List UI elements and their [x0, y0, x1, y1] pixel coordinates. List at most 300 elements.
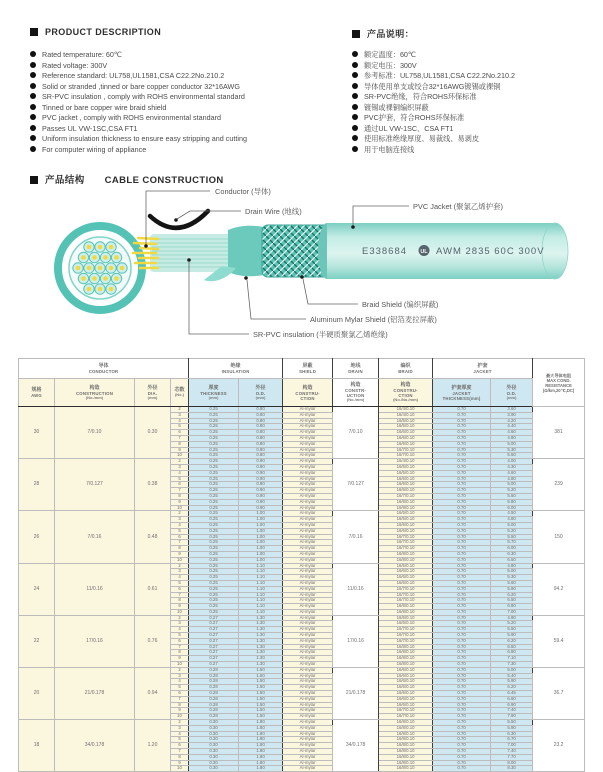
cell-shield: Al-mylar — [283, 714, 333, 720]
cell-shield: Al-mylar — [283, 708, 333, 714]
list-item-text: For computer wiring of appliance — [42, 144, 147, 154]
cell-ins_od: 1.50 — [239, 702, 283, 708]
cell-braid: 16/6/0.10 — [379, 691, 433, 697]
conductor-dot — [114, 255, 119, 260]
sub-header: 规格 AWG — [19, 379, 55, 407]
cell-cores: 9 — [171, 656, 189, 662]
cell-shield: Al-mylar — [283, 604, 333, 610]
cell-ins_t: 0.25 — [189, 522, 239, 528]
cell-braid: 16/4/0.10 — [379, 459, 433, 465]
cell-ins_t: 0.27 — [189, 633, 239, 639]
cell-ins_t: 0.28 — [189, 696, 239, 702]
cell-jk_od: 6.00 — [491, 546, 533, 552]
list-item — [352, 145, 597, 156]
group-header: 屏蔽 SHIELD — [283, 359, 333, 379]
resistance-header: 最大导体电阻 MAX COND. RESISTANCE (Ω/km,20℃,DC) — [533, 359, 585, 407]
cell-shield: Al-mylar — [283, 754, 333, 760]
cell-braid: 16/7/0.10 — [379, 638, 433, 644]
cell-jk_t: 0.70 — [433, 702, 491, 708]
cell-ins_od: 1.10 — [239, 598, 283, 604]
cell-ins_od: 1.80 — [239, 766, 283, 772]
conductor-dot — [87, 287, 92, 292]
cell-shield: Al-mylar — [283, 760, 333, 766]
cell-shield: Al-mylar — [283, 517, 333, 523]
bullet-icon — [352, 114, 358, 120]
cell-cores: 10 — [171, 505, 189, 511]
cell-ins_t: 0.25 — [189, 575, 239, 581]
cell-construction: 7/0.10 — [55, 407, 135, 459]
list-item — [30, 50, 330, 61]
cell-ins_t: 0.28 — [189, 714, 239, 720]
cell-ins_od: 1.80 — [239, 760, 283, 766]
cell-jk_od: 6.80 — [491, 650, 533, 656]
cell-ins_od: 1.50 — [239, 667, 283, 673]
list-item-text: PVC jacket , comply with ROHS environmental standard — [42, 113, 221, 123]
cell-ins_t: 0.28 — [189, 673, 239, 679]
cell-braid: 16/6/0.10 — [379, 673, 433, 679]
cell-cores: 5 — [171, 685, 189, 691]
cell-ins_t: 0.27 — [189, 650, 239, 656]
cell-ins_od: 1.10 — [239, 604, 283, 610]
cell-shield: Al-mylar — [283, 447, 333, 453]
cell-shield: Al-mylar — [283, 609, 333, 615]
cell-braid: 16/6/0.10 — [379, 522, 433, 528]
cell-ins_od: 1.10 — [239, 609, 283, 615]
cell-cores: 2 — [171, 720, 189, 726]
cell-shield: Al-mylar — [283, 453, 333, 459]
cell-braid: 16/7/0.10 — [379, 453, 433, 459]
cell-jk_t: 0.70 — [433, 540, 491, 546]
list-item-text: 用于电脑连接线 — [364, 144, 415, 154]
cell-shield: Al-mylar — [283, 546, 333, 552]
cell-braid: 16/8/0.10 — [379, 644, 433, 650]
cell-ins_od: 0.90 — [239, 488, 283, 494]
cell-jk_t: 0.70 — [433, 650, 491, 656]
cell-braid: 16/7/0.10 — [379, 714, 433, 720]
cell-braid: 16/8/0.10 — [379, 720, 433, 726]
cell-cores: 7 — [171, 749, 189, 755]
cell-cores: 9 — [171, 499, 189, 505]
cell-ins_od: 1.10 — [239, 580, 283, 586]
cell-ins_t: 0.25 — [189, 499, 239, 505]
cell-ins_od: 1.50 — [239, 679, 283, 685]
cell-shield: Al-mylar — [283, 737, 333, 743]
cell-braid: 16/7/0.10 — [379, 627, 433, 633]
cell-jk_od: 8.00 — [491, 760, 533, 766]
cell-jk_t: 0.70 — [433, 604, 491, 610]
list-item-text: 通过UL VW-1SC、CSA FT1 — [364, 123, 454, 133]
cell-cores: 5 — [171, 737, 189, 743]
cell-shield: Al-mylar — [283, 407, 333, 413]
cell-ins_t: 0.30 — [189, 766, 239, 772]
cell-ins_od: 1.00 — [239, 522, 283, 528]
cell-cores: 4 — [171, 418, 189, 424]
cell-cores: 6 — [171, 482, 189, 488]
cell-awg: 30 — [19, 407, 55, 459]
cell-cores: 7 — [171, 488, 189, 494]
cell-jk_t: 0.70 — [433, 505, 491, 511]
cell-braid: 16/7/0.10 — [379, 493, 433, 499]
construction-title-cn: 产品结构 — [45, 175, 85, 186]
cell-braid: 16/7/0.10 — [379, 586, 433, 592]
cell-ins_od: 1.80 — [239, 749, 283, 755]
cell-ins_od: 1.00 — [239, 551, 283, 557]
mylar-label: Aluminum Mylar Shield (铝箔麦拉屏蔽) — [310, 315, 437, 324]
cell-ins_t: 0.30 — [189, 760, 239, 766]
bullet-icon — [352, 62, 358, 68]
cell-jk_od: 6.50 — [491, 598, 533, 604]
cell-cores: 10 — [171, 766, 189, 772]
conductor-dot — [103, 276, 108, 281]
cell-shield: Al-mylar — [283, 499, 333, 505]
cell-jk_od: 5.70 — [491, 540, 533, 546]
bullet-icon — [30, 146, 36, 152]
cell-jk_od: 6.20 — [491, 685, 533, 691]
cell-braid: 16/8/0.10 — [379, 749, 433, 755]
cell-cores: 5 — [171, 528, 189, 534]
cell-braid: 16/4/0.10 — [379, 407, 433, 413]
cell-ins_od: 1.30 — [239, 638, 283, 644]
cell-jk_od: 7.00 — [491, 609, 533, 615]
cell-jk_od: 3.90 — [491, 412, 533, 418]
list-item — [352, 50, 597, 61]
cell-braid: 16/8/0.10 — [379, 766, 433, 772]
cell-cores: 4 — [171, 522, 189, 528]
cell-braid: 16/8/0.10 — [379, 731, 433, 737]
cell-braid: 16/7/0.10 — [379, 540, 433, 546]
cell-braid: 16/8/0.10 — [379, 754, 433, 760]
conductor-dot — [87, 266, 92, 271]
cell-jk_t: 0.70 — [433, 714, 491, 720]
cell-cores: 10 — [171, 714, 189, 720]
cell-ins_od: 1.50 — [239, 714, 283, 720]
cell-shield: Al-mylar — [283, 522, 333, 528]
list-item — [30, 145, 330, 156]
cell-jk_od: 4.00 — [491, 459, 533, 465]
cell-jk_od: 6.30 — [491, 551, 533, 557]
cell-cores: 8 — [171, 546, 189, 552]
cell-braid: 16/5/0.10 — [379, 563, 433, 569]
cell-ins_t: 0.25 — [189, 482, 239, 488]
sub-header: 护套厚度 JACKET THICKNESS(mm) — [433, 379, 491, 407]
cell-shield: Al-mylar — [283, 673, 333, 679]
cell-braid: 16/6/0.10 — [379, 488, 433, 494]
cell-resistance: 239 — [533, 459, 585, 511]
list-item — [352, 124, 597, 135]
cell-cores: 9 — [171, 604, 189, 610]
conductor-dot — [92, 255, 97, 260]
cell-cores: 3 — [171, 673, 189, 679]
cell-jk_t: 0.70 — [433, 691, 491, 697]
cell-ins_od: 1.30 — [239, 650, 283, 656]
cell-jk_t: 0.70 — [433, 609, 491, 615]
cell-ins_t: 0.25 — [189, 598, 239, 604]
cell-ins_t: 0.27 — [189, 615, 239, 621]
list-item-text: SR-PVC insulation , comply with ROHS environmental standard — [42, 92, 245, 102]
cell-cores: 2 — [171, 563, 189, 569]
jacket-label: PVC Jacket (聚氯乙烯护套) — [413, 202, 503, 211]
cell-construction: 21/0.178 — [55, 667, 135, 719]
cell-braid: 16/6/0.10 — [379, 667, 433, 673]
insulation-label: SR-PVC insulation (半硬质聚氯乙烯绝缘) — [253, 330, 388, 339]
section-square-icon — [30, 28, 38, 36]
cell-shield: Al-mylar — [283, 493, 333, 499]
cell-ins_od: 1.10 — [239, 592, 283, 598]
list-item — [30, 124, 330, 135]
cell-jk_od: 4.40 — [491, 424, 533, 430]
cell-ins_t: 0.25 — [189, 407, 239, 413]
cell-cores: 7 — [171, 540, 189, 546]
conductor-dot — [98, 245, 103, 250]
cell-jk_od: 7.40 — [491, 708, 533, 714]
list-item-text: 参考标准：UL758,UL1581,CSA C22.2No.210.2 — [364, 71, 516, 81]
cell-cores: 5 — [171, 580, 189, 586]
cell-braid: 16/7/0.10 — [379, 598, 433, 604]
jacket-print — [362, 245, 545, 257]
cell-braid: 16/6/0.10 — [379, 435, 433, 441]
cell-awg: 20 — [19, 667, 55, 719]
cell-ins_t: 0.25 — [189, 412, 239, 418]
cell-jk_od: 5.90 — [491, 633, 533, 639]
cell-ins_od: 1.00 — [239, 546, 283, 552]
cell-cores: 9 — [171, 760, 189, 766]
cell-jk_od: 4.60 — [491, 430, 533, 436]
cell-jk_t: 0.70 — [433, 644, 491, 650]
cell-ins_od: 1.00 — [239, 528, 283, 534]
cell-braid: 16/4/0.10 — [379, 412, 433, 418]
cell-ins_t: 0.25 — [189, 447, 239, 453]
cell-construction: 7/0.127 — [55, 459, 135, 511]
cell-jk_t: 0.70 — [433, 656, 491, 662]
cell-ins_t: 0.25 — [189, 604, 239, 610]
list-item — [352, 71, 597, 82]
cell-braid: 16/6/0.10 — [379, 441, 433, 447]
cell-braid: 16/8/0.10 — [379, 499, 433, 505]
cell-ins_od: 0.90 — [239, 470, 283, 476]
cell-ins_t: 0.27 — [189, 627, 239, 633]
cell-braid: 16/6/0.10 — [379, 696, 433, 702]
cell-jk_od: 4.20 — [491, 418, 533, 424]
conductor-dot — [81, 276, 86, 281]
cell-shield: Al-mylar — [283, 540, 333, 546]
cell-braid: 16/8/0.10 — [379, 650, 433, 656]
cell-cores: 8 — [171, 754, 189, 760]
cell-cores: 4 — [171, 627, 189, 633]
cell-ins_t: 0.28 — [189, 691, 239, 697]
cell-jk_t: 0.70 — [433, 476, 491, 482]
cell-braid: 16/7/0.10 — [379, 592, 433, 598]
cell-jk_od: 6.30 — [491, 731, 533, 737]
sub-header: 外径 O.D. (mm) — [239, 379, 283, 407]
cell-braid: 16/8/0.10 — [379, 656, 433, 662]
cell-jk_t: 0.70 — [433, 598, 491, 604]
cell-ins_od: 1.10 — [239, 575, 283, 581]
ul-mark-icon — [419, 245, 430, 256]
cell-jk_t: 0.70 — [433, 453, 491, 459]
cell-ins_t: 0.25 — [189, 517, 239, 523]
conductor-dot — [109, 245, 114, 250]
cell-ins_od: 1.50 — [239, 673, 283, 679]
cell-ins_t: 0.25 — [189, 476, 239, 482]
section-square-icon — [352, 30, 360, 38]
bullet-icon — [352, 146, 358, 152]
group-header: 护套 JACKET — [433, 359, 533, 379]
cell-jk_t: 0.70 — [433, 725, 491, 731]
cell-jk_t: 0.70 — [433, 522, 491, 528]
sub-header: 外径 O.D. (mm) — [491, 379, 533, 407]
cell-cores: 4 — [171, 679, 189, 685]
cell-awg: 22 — [19, 615, 55, 667]
cell-jk_od: 6.20 — [491, 638, 533, 644]
cell-ins_t: 0.25 — [189, 493, 239, 499]
cell-ins_od: 1.50 — [239, 696, 283, 702]
cell-jk_od: 5.00 — [491, 482, 533, 488]
conductor-dot — [81, 255, 86, 260]
product-cn-list — [352, 50, 597, 155]
cell-shield: Al-mylar — [283, 430, 333, 436]
cell-jk_t: 0.70 — [433, 424, 491, 430]
cell-jk_t: 0.70 — [433, 679, 491, 685]
cell-ins_t: 0.25 — [189, 557, 239, 563]
cell-shield: Al-mylar — [283, 667, 333, 673]
cell-braid: 16/5/0.10 — [379, 418, 433, 424]
group-header: 导体 CONDUCTOR — [19, 359, 189, 379]
cell-shield: Al-mylar — [283, 598, 333, 604]
bullet-icon — [30, 93, 36, 99]
cell-shield: Al-mylar — [283, 696, 333, 702]
cell-braid: 16/6/0.10 — [379, 621, 433, 627]
cell-jk_od: 7.40 — [491, 749, 533, 755]
cell-jk_t: 0.70 — [433, 754, 491, 760]
bullet-icon — [30, 62, 36, 68]
cell-shield: Al-mylar — [283, 644, 333, 650]
cell-ins_od: 0.90 — [239, 476, 283, 482]
cell-jk_t: 0.70 — [433, 708, 491, 714]
cell-jk_od: 7.10 — [491, 656, 533, 662]
cell-braid: 16/8/0.10 — [379, 604, 433, 610]
cell-cores: 6 — [171, 430, 189, 436]
cell-ins_od: 0.80 — [239, 407, 283, 413]
cell-braid: 16/7/0.10 — [379, 708, 433, 714]
cell-shield: Al-mylar — [283, 592, 333, 598]
cell-shield: Al-mylar — [283, 743, 333, 749]
drain-label: Drain Wire (地线) — [245, 207, 302, 216]
cell-jk_t: 0.70 — [433, 441, 491, 447]
list-item-text: Rated temperature: 60℃ — [42, 50, 122, 59]
cell-cores: 3 — [171, 412, 189, 418]
cell-cores: 7 — [171, 435, 189, 441]
cell-cores: 4 — [171, 470, 189, 476]
cell-shield: Al-mylar — [283, 685, 333, 691]
cell-braid: 16/6/0.10 — [379, 482, 433, 488]
cell-dia: 0.48 — [135, 511, 171, 563]
list-item-text: Solid or stranded ,tinned or bare copper conductor 32*16AWG — [42, 81, 240, 91]
cell-cores: 7 — [171, 696, 189, 702]
cell-shield: Al-mylar — [283, 662, 333, 668]
cell-cores: 2 — [171, 459, 189, 465]
cell-ins_od: 0.80 — [239, 418, 283, 424]
conductor-dot — [103, 255, 108, 260]
conductor-dot — [114, 276, 119, 281]
cell-jk_t: 0.70 — [433, 575, 491, 581]
cell-braid: 16/7/0.10 — [379, 546, 433, 552]
cell-jk_t: 0.70 — [433, 418, 491, 424]
cell-braid: 16/5/0.10 — [379, 511, 433, 517]
cell-ins_od: 0.80 — [239, 424, 283, 430]
list-item-text: SR-PVC绝缘，符合ROHS环保标准 — [364, 92, 477, 102]
cell-ins_t: 0.30 — [189, 749, 239, 755]
cell-jk_t: 0.70 — [433, 615, 491, 621]
cell-jk_od: 5.50 — [491, 453, 533, 459]
cell-shield: Al-mylar — [283, 679, 333, 685]
cell-braid: 16/5/0.10 — [379, 470, 433, 476]
cell-jk_t: 0.70 — [433, 493, 491, 499]
cell-cores: 3 — [171, 464, 189, 470]
jacket-end — [542, 223, 568, 279]
cell-shield: Al-mylar — [283, 627, 333, 633]
cell-jk_od: 5.90 — [491, 679, 533, 685]
list-item-text: Uniform insulation thickness to ensure easy stripping and cutting — [42, 134, 247, 144]
cell-jk_od: 6.50 — [491, 557, 533, 563]
cell-jk_od: 5.20 — [491, 488, 533, 494]
cell-ins_od: 0.90 — [239, 505, 283, 511]
cell-dia: 0.61 — [135, 563, 171, 615]
cell-ins_od: 0.80 — [239, 412, 283, 418]
cell-braid: 16/8/0.10 — [379, 557, 433, 563]
cell-cores: 3 — [171, 621, 189, 627]
cell-ins_t: 0.25 — [189, 424, 239, 430]
svg-text:UL: UL — [420, 248, 428, 255]
construction-title-en: CABLE CONSTRUCTION — [104, 175, 224, 186]
cell-resistance: 150 — [533, 511, 585, 563]
cell-ins_t: 0.28 — [189, 667, 239, 673]
cell-ins_od: 1.80 — [239, 737, 283, 743]
cell-ins_t: 0.30 — [189, 720, 239, 726]
cell-ins_t: 0.25 — [189, 586, 239, 592]
list-item — [352, 92, 597, 103]
cell-shield: Al-mylar — [283, 488, 333, 494]
cell-braid: 16/7/0.10 — [379, 633, 433, 639]
cell-cores: 6 — [171, 638, 189, 644]
cell-ins_t: 0.25 — [189, 459, 239, 465]
cell-braid: 16/8/0.10 — [379, 505, 433, 511]
cell-braid: 16/6/0.10 — [379, 476, 433, 482]
list-item — [30, 103, 330, 114]
cell-construction: 7/0.16 — [55, 511, 135, 563]
cell-ins_t: 0.28 — [189, 708, 239, 714]
cell-shield: Al-mylar — [283, 482, 333, 488]
cell-cores: 10 — [171, 557, 189, 563]
list-item-text: Passes UL VW-1SC,CSA FT1 — [42, 123, 138, 133]
cell-jk_t: 0.70 — [433, 760, 491, 766]
cell-shield: Al-mylar — [283, 691, 333, 697]
cell-braid: 16/7/0.10 — [379, 447, 433, 453]
cell-jk_od: 5.00 — [491, 667, 533, 673]
cell-shield: Al-mylar — [283, 511, 333, 517]
cell-ins_t: 0.28 — [189, 702, 239, 708]
cell-ins_t: 0.25 — [189, 441, 239, 447]
cell-ins_t: 0.25 — [189, 464, 239, 470]
cell-jk_od: 4.90 — [491, 615, 533, 621]
product-description-list — [30, 50, 330, 155]
bullet-icon — [352, 51, 358, 57]
cell-awg: 26 — [19, 511, 55, 563]
cell-ins_od: 1.00 — [239, 534, 283, 540]
cell-shield: Al-mylar — [283, 435, 333, 441]
bullet-icon — [30, 83, 36, 89]
cell-shield: Al-mylar — [283, 633, 333, 639]
cell-shield: Al-mylar — [283, 412, 333, 418]
